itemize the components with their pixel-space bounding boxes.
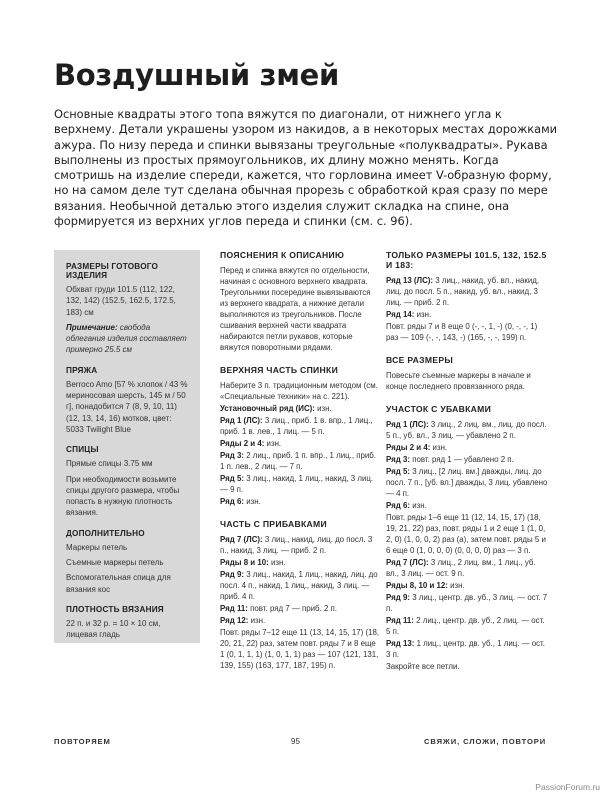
increase-heading: ЧАСТЬ С ПРИБАВКАМИ (220, 519, 327, 529)
extras-item: Вспомогательная спица для вязания кос (66, 573, 171, 594)
row-text: 3 лиц., накид, лиц. до посл. 3 п., накид, 3 лиц. — приб. 2 п. (220, 535, 373, 555)
fit-note (66, 322, 190, 356)
footer-book-title: СВЯЖИ, СЛОЖИ, ПОВТОРИ (424, 737, 547, 746)
rows-2-4 (220, 438, 380, 449)
row-text: 1 лиц., центр. дв. уб., 1 лиц. — ост. 3 п. (386, 639, 545, 659)
row-text: 3 лиц., 2 лиц. вм., лиц. до посл. 5 п., уб. вл., 3 лиц. — убавлено 2 п. (386, 420, 547, 440)
row-label: Ряд 3: (220, 451, 244, 460)
rows-8-10 (220, 557, 380, 568)
row-text: 3 лиц., накид, уб. вл., накид, лиц. до посл. 5 п., накид, уб. вл., накид, 3 лиц. — приб. 2 п. (386, 276, 540, 307)
page-number: 95 (291, 737, 300, 746)
row-label: Ряд 9: (386, 593, 410, 602)
gauge-text: 22 п. и 32 р. = 10 × 10 см, лицевая гладь (66, 618, 161, 640)
row-3 (220, 450, 380, 472)
dec-row-13 (386, 638, 550, 660)
dec-row-7 (386, 557, 550, 579)
sizes-heading: РАЗМЕРЫ ГОТОВОГО ИЗДЕЛИЯ (66, 262, 159, 280)
row-label: Ряд 6: (220, 497, 244, 506)
yarn-text: Berroco Amo [57 % хлопок / 43 % мериносовая шерсть, 145 м / 50 г], понадобится 7 (8, 9, 10, 11) (12, 13, 14, 16) мотков, цвет: 5033 Twilight Blue (66, 379, 188, 434)
row-text: изн. (432, 443, 448, 452)
row-label: Ряд 12: (220, 616, 249, 625)
row-label: Установочный ряд (ИС): (220, 404, 315, 413)
row-text: 3 лиц., 2 лиц. вм., 1 лиц., уб. вл., 3 лиц. — ост. 9 п. (386, 558, 536, 578)
intro-text (54, 107, 559, 229)
note-text: свобода облегания изделия составляет примерно 25.5 см (66, 322, 187, 355)
bind-off-text: Закройте все петли. (386, 662, 460, 671)
all-sizes-heading: ВСЕ РАЗМЕРЫ (386, 355, 454, 365)
row-label: Ряд 14: (386, 310, 415, 319)
needles-text: Прямые спицы 3.75 мм (66, 459, 153, 469)
row-label: Ряд 5: (220, 474, 244, 483)
repeat-text: Повт. ряды 1–6 еще 11 (12, 14, 15, 17) (18, 19, 21, 22) раз, повт. ряды 1 и 2 еще 1 (1, 0, 2, 0) (1, 0, 0, 2) раз (а), затем повт. ряды 5 и 6 еще 0 (1, 0, 0, 0) (0, 0, 0, 0) раз — 3 п. (386, 513, 546, 555)
row-text: 3 лиц., центр. дв. уб., 3 лиц. — ост. 7 п. (386, 593, 548, 613)
row-label: Ряд 11: (220, 604, 248, 613)
explanation-heading: ПОЯСНЕНИЯ К ОПИСАНИЮ (220, 250, 345, 260)
repeat-text: Повт. ряды 7 и 8 еще 0 (-, -, 1, -) (0, -, -, 1) раз — 109 (-, -, 143, -) (165, -, -, 199) п. (386, 322, 538, 342)
repeat-text: Повт. ряды 7–12 еще 11 (13, 14, 15, 17) (18, 20, 21, 22) раз, затем повт. ряды 7 и 8 еще 1 (0, 1, 1, 1) (1, 0, 1, 1) раз — 107 (121, 131, 139, 155) (163, 177, 187, 195) п. (220, 628, 380, 670)
row-label: Ряды 2 и 4: (220, 439, 265, 448)
row-label: Ряды 2 и 4: (386, 443, 431, 452)
footer-section-label: ПОВТОРЯЕМ (54, 737, 111, 746)
dec-rows-8-12 (386, 580, 550, 591)
materials-sidebar (54, 250, 200, 643)
row-text: изн. (416, 310, 432, 319)
dec-row-11 (386, 615, 550, 637)
row-label: Ряд 1 (ЛС): (220, 416, 263, 425)
row-text: изн. (317, 404, 332, 413)
row-text: 2 лиц., приб. 1 п. впр., 1 лиц., приб. 1 п. лев., 2 лиц. — 7 п. (220, 451, 376, 471)
dec-row-6 (386, 500, 550, 511)
gauge-heading: ПЛОТНОСТЬ ВЯЗАНИЯ (66, 604, 164, 614)
row-text: изн. (412, 501, 427, 510)
extras-item: Съемные маркеры петель (66, 558, 164, 568)
row-label: Ряд 13 (ЛС): (386, 276, 434, 285)
row-label: Ряд 6: (386, 501, 410, 510)
yarn-heading: ПРЯЖА (66, 365, 98, 375)
decrease-heading: УЧАСТОК С УБАВКАМИ (386, 404, 492, 414)
dec-rows-2-4 (386, 442, 550, 453)
row-text: 3 лиц., [2 лиц. вм.] дважды, лиц. до посл. 7 п., [уб. вл.] дважды, 3 лиц. убавлено — 4 п. (386, 467, 548, 498)
row-label: Ряд 1 (ЛС): (386, 420, 429, 429)
dec-row-9 (386, 592, 550, 614)
row-text: изн. (270, 558, 286, 567)
intro-paragraph: Основные квадраты этого топа вяжутся по диагонали, от нижнего угла к верхнему. Детали украшены узором из накидов, а в некоторых местах дорожками ажура. По низу переда и спинки вывязаны треугольные «полуквадраты». Рукава выполнены из простых прямоугольников, их длину можно менять. Когда смотришь на изделие спереди, кажется, что горловина имеет V-образную форму, но на самом деле тут сделана обычная прорезь с обработкой края сразу по мере вязания. Необычной деталью этого изделия служит складка на спине, она формируется из верхних углов переда и спинки (см. с. 96). (54, 107, 558, 229)
row-text: изн. (246, 497, 261, 506)
row-1 (220, 415, 380, 437)
needles-heading: СПИЦЫ (66, 445, 99, 455)
row-text: повт. ряд 7 — приб. 2 п. (250, 604, 337, 613)
row-7 (220, 534, 380, 556)
row-12 (220, 615, 380, 626)
row-text: 3 лиц., накид, 1 лиц., накид, лиц. до посл. 4 п., накид, 1 лиц., накид, 3 лиц. — приб. 4 п. (220, 570, 378, 601)
row-label: Ряд 7 (ЛС): (386, 558, 429, 567)
note-label: Примечание: (66, 322, 118, 332)
row-text: 3 лиц., приб. 1 в. впр., 1 лиц., приб. 1 в. лев., 1 лиц. — 5 п. (220, 416, 373, 436)
row-label: Ряд 3: (386, 455, 410, 464)
row-label: Ряд 7 (ЛС): (220, 535, 263, 544)
needles-note: При необходимости возьмите спицы другого размера, чтобы попасть в нужную плотность вязания. (66, 474, 180, 518)
row-5 (220, 473, 380, 495)
instructions-column-1 (220, 250, 380, 672)
row-text: изн. (266, 439, 282, 448)
dec-row-5 (386, 466, 550, 499)
row-label: Ряд 13: (386, 639, 415, 648)
row-text: изн. (250, 616, 266, 625)
gauge-section (66, 605, 190, 641)
row-label: Ряд 11: (386, 616, 414, 625)
sizes-text: Обхват груди 101.5 (112, 122, 132, 142) (152.5, 162.5, 172.5, 183) см (66, 285, 176, 317)
instructions-column-2 (386, 250, 550, 673)
extras-item: Маркеры петель (66, 542, 128, 552)
row-label: Ряды 8 и 10: (220, 558, 269, 567)
row-label: Ряд 9: (220, 570, 244, 579)
sizes-only-heading: ТОЛЬКО РАЗМЕРЫ 101.5, 132, 152.5 И 183: (386, 250, 547, 270)
cast-on-text: Наберите 3 п. традиционным методом (см. «Специальные техники» на с. 221). (220, 381, 378, 401)
row-6 (220, 496, 380, 507)
row-11 (220, 603, 380, 614)
dec-row-1 (386, 419, 550, 441)
row-text: изн. (450, 581, 465, 590)
row-text: повт. ряд 1 — убавлено 2 п. (412, 455, 514, 464)
explanation-text: Перед и спинка вяжутся по отдельности, начиная с основного верхнего квадрата. Треугольники посередине вывязываются из верхнего квадрата, а нижние детали выполняются из треугольников. После сшивания верхней части квадрата набираются петли рукавов, которые вяжутся поворотными рядами. (220, 266, 371, 352)
row-14 (386, 309, 550, 320)
row-setup (220, 403, 380, 414)
back-top-heading: ВЕРХНЯЯ ЧАСТЬ СПИНКИ (220, 365, 339, 375)
row-label: Ряд 5: (386, 467, 410, 476)
watermark: PassionForum.ru (535, 782, 600, 792)
row-13 (386, 275, 550, 308)
needles-section (66, 445, 190, 518)
row-label: Ряды 8, 10 и 12: (386, 581, 448, 590)
row-text: 2 лиц., центр. дв. уб., 2 лиц. — ост. 5 п. (386, 616, 545, 636)
extras-section (66, 529, 190, 595)
dec-row-3 (386, 454, 550, 465)
page-title: Воздушный змей (54, 58, 340, 92)
sizes-section (66, 262, 190, 356)
all-sizes-text: Повесьте съемные маркеры в начале и конце последнего провязанного ряда. (386, 371, 531, 391)
yarn-section (66, 366, 190, 435)
row-9 (220, 569, 380, 602)
row-text: 3 лиц., накид, 1 лиц., накид, 3 лиц. — 9 п. (220, 474, 374, 494)
extras-heading: ДОПОЛНИТЕЛЬНО (66, 528, 145, 538)
